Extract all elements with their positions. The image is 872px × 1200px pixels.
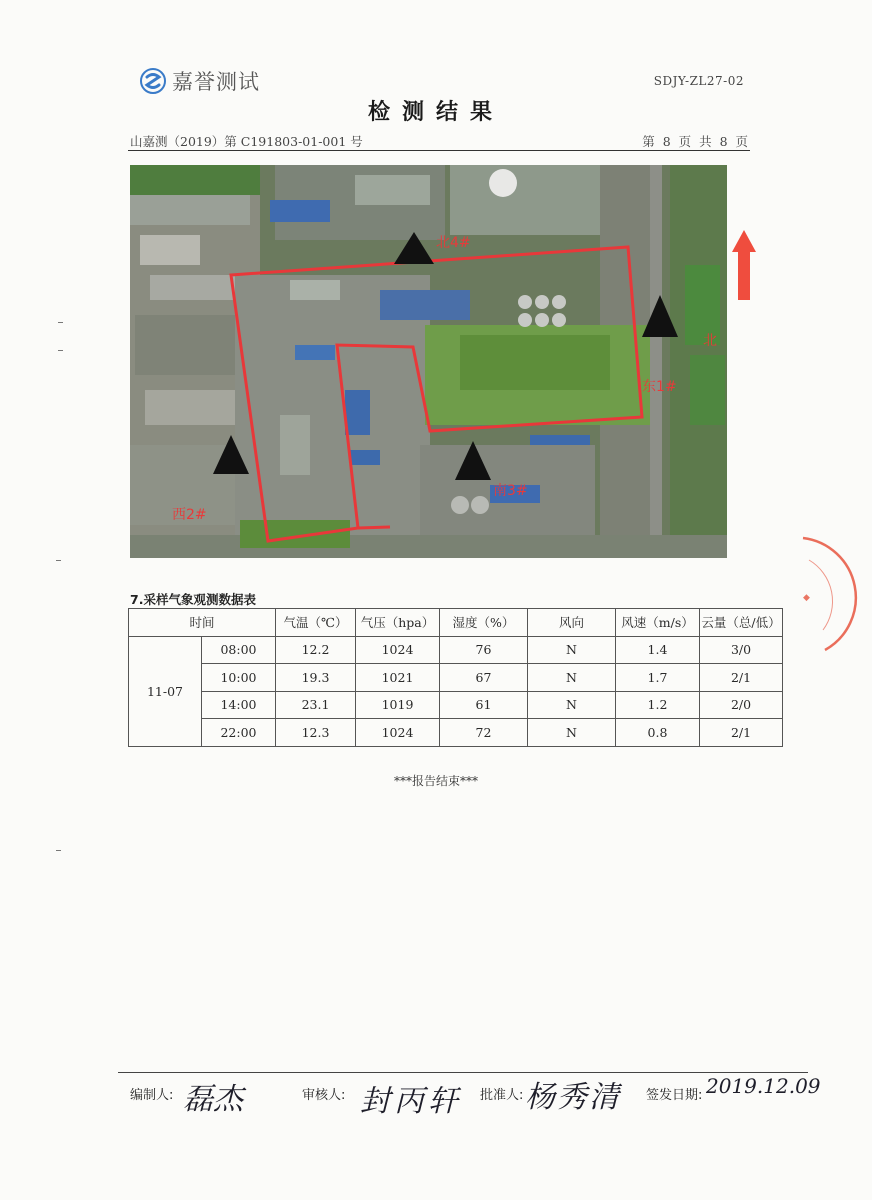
- report-end-note: ***报告结束***: [393, 774, 478, 788]
- seal-stamp: [795, 530, 872, 660]
- wind-speed-cell: 0.8: [616, 719, 700, 747]
- label-north-point: 北4#: [436, 235, 471, 251]
- page-title: 检测结果: [367, 100, 504, 125]
- reviewed-by-signature: 封丙轩: [360, 1084, 462, 1119]
- temperature-cell: 12.3: [276, 719, 356, 747]
- pressure-cell: 1021: [356, 664, 440, 692]
- temperature-cell: 12.2: [276, 636, 356, 664]
- weather-observation-table: [128, 608, 783, 747]
- label-west-point: 西2#: [172, 507, 207, 523]
- margin-mark: [56, 560, 61, 561]
- document-code: SDJY-ZL27-02: [653, 74, 744, 88]
- table-row: [129, 719, 783, 747]
- page-indicator: 第 8 页 共 8 页: [642, 134, 748, 149]
- table-row: [129, 691, 783, 719]
- header-wind-speed: 风速（m/s）: [616, 609, 700, 637]
- wind-speed-cell: 1.2: [616, 691, 700, 719]
- label-east-point: 东1#: [642, 379, 677, 395]
- prepared-by-label: 编制人:: [130, 1088, 174, 1103]
- wind-speed-cell: 1.4: [616, 636, 700, 664]
- header-divider: [128, 150, 750, 151]
- time-cell: 14:00: [202, 691, 276, 719]
- table-header-row: [129, 609, 783, 637]
- approved-by-signature: 杨秀清: [525, 1080, 621, 1115]
- margin-mark: [56, 850, 61, 851]
- cloud-cover-cell: 2/1: [700, 719, 783, 747]
- temperature-cell: 19.3: [276, 664, 356, 692]
- reviewed-by-label: 审核人:: [302, 1088, 346, 1103]
- issue-date-label: 签发日期:: [646, 1088, 703, 1103]
- wind-speed-cell: 1.7: [616, 664, 700, 692]
- header-cloud-cover: 云量（总/低）: [700, 609, 783, 637]
- temperature-cell: 23.1: [276, 691, 356, 719]
- time-cell: 22:00: [202, 719, 276, 747]
- company-logo: [140, 66, 260, 96]
- pressure-cell: 1019: [356, 691, 440, 719]
- footer-divider: [118, 1072, 808, 1073]
- label-south-point: 南3#: [493, 483, 528, 499]
- wind-direction-cell: N: [528, 636, 616, 664]
- table-row: [129, 664, 783, 692]
- pressure-cell: 1024: [356, 636, 440, 664]
- wind-direction-cell: N: [528, 719, 616, 747]
- margin-mark: [58, 350, 63, 351]
- humidity-cell: 76: [440, 636, 528, 664]
- pressure-cell: 1024: [356, 719, 440, 747]
- report-number: 山嘉测（2019）第 C191803-01-001 号: [130, 134, 363, 149]
- time-cell: 10:00: [202, 664, 276, 692]
- header-pressure: 气压（hpa）: [356, 609, 440, 637]
- humidity-cell: 61: [440, 691, 528, 719]
- cloud-cover-cell: 2/1: [700, 664, 783, 692]
- header-temperature: 气温（℃）: [276, 609, 356, 637]
- header-wind-direction: 风向: [528, 609, 616, 637]
- svg-text:◆: ◆: [803, 593, 810, 603]
- table-title: 7.采样气象观测数据表: [130, 592, 256, 607]
- approved-by-label: 批准人:: [480, 1088, 524, 1103]
- label-north-direction: 北: [703, 333, 717, 349]
- header-humidity: 湿度（%）: [440, 609, 528, 637]
- humidity-cell: 72: [440, 719, 528, 747]
- date-cell: 11-07: [129, 636, 202, 746]
- issue-date-value: 2019.12.09: [706, 1074, 821, 1098]
- humidity-cell: 67: [440, 664, 528, 692]
- table-row: [129, 636, 783, 664]
- brand-name: 嘉誉测试: [172, 70, 260, 94]
- north-arrow-icon: [730, 228, 758, 302]
- sampling-site-map: [130, 165, 727, 558]
- time-cell: 08:00: [202, 636, 276, 664]
- cloud-cover-cell: 3/0: [700, 636, 783, 664]
- logo-icon: [140, 68, 166, 94]
- cloud-cover-cell: 2/0: [700, 691, 783, 719]
- wind-direction-cell: N: [528, 691, 616, 719]
- margin-mark: [58, 322, 63, 323]
- prepared-by-signature: 磊杰: [183, 1082, 243, 1117]
- header-time: 时间: [129, 609, 276, 637]
- wind-direction-cell: N: [528, 664, 616, 692]
